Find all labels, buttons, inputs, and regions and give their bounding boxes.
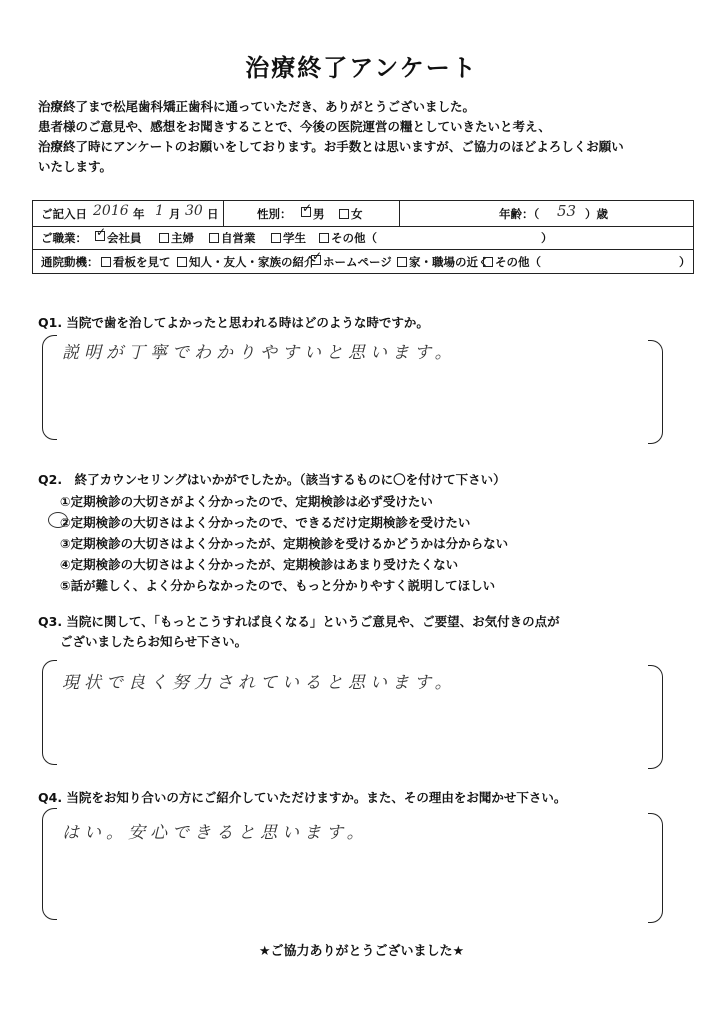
checkbox-checked-icon[interactable] xyxy=(95,231,105,241)
q1-question: Q1. 当院で歯を治してよかったと思われる時はどのような時ですか。 xyxy=(38,315,429,330)
date-label: ご記入日 xyxy=(41,207,87,221)
intro-line: いたします。 xyxy=(38,159,113,174)
motive-option-label: 家・職場の近く xyxy=(409,255,490,269)
answer-bracket-right xyxy=(648,340,663,444)
q3-answer[interactable]: 現状で良く努力されていると思います。 xyxy=(62,673,457,693)
date-day-unit: 日 xyxy=(207,207,219,221)
page-title: 治療終了アンケート xyxy=(245,54,478,82)
checkbox-icon[interactable] xyxy=(209,233,219,243)
job-option[interactable] xyxy=(209,230,256,246)
intro-line: 治療終了まで松尾歯科矯正歯科に通っていただき、ありがとうございました。 xyxy=(38,99,476,114)
info-row-motive xyxy=(33,249,693,273)
job-other-close: ） xyxy=(541,231,553,245)
job-option-label: 学生 xyxy=(283,231,306,245)
job-option[interactable] xyxy=(319,230,377,246)
answer-bracket-right xyxy=(648,665,663,769)
q2-option[interactable]: ②定期検診の大切さはよく分かったので、できるだけ定期検診を受けたい xyxy=(60,515,471,530)
motive-option-label: 看板を見て xyxy=(113,255,171,269)
date-year-unit: 年 xyxy=(133,207,145,221)
checkbox-icon[interactable] xyxy=(483,257,493,267)
job-option-label: その他（ xyxy=(331,231,377,245)
checkbox-icon[interactable] xyxy=(319,233,329,243)
answer-bracket-left xyxy=(42,660,57,765)
checkbox-icon[interactable] xyxy=(339,209,349,219)
job-option-label: 自営業 xyxy=(221,231,256,245)
intro-text xyxy=(38,97,698,177)
checkbox-icon[interactable] xyxy=(177,257,187,267)
gender-female-label: 女 xyxy=(351,207,363,221)
q1-answer[interactable]: 説明が丁寧でわかりやすいと思います。 xyxy=(62,343,457,363)
job-label: ご職業： xyxy=(41,231,87,245)
motive-option-label: その他（ xyxy=(495,255,541,269)
job-option-label: 会社員 xyxy=(107,231,142,245)
job-option[interactable] xyxy=(271,230,306,246)
checkbox-checked-icon[interactable] xyxy=(311,255,321,265)
answer-bracket-left xyxy=(42,335,57,440)
answer-bracket-right xyxy=(648,813,663,923)
checkbox-icon[interactable] xyxy=(397,257,407,267)
checkbox-icon[interactable] xyxy=(271,233,281,243)
checkbox-checked-icon[interactable] xyxy=(301,207,311,217)
date-month-unit: 月 xyxy=(169,207,181,221)
motive-option-label: 知人・友人・家族の紹介 xyxy=(189,255,316,269)
info-row-date-gender-age xyxy=(33,201,693,227)
motive-option[interactable] xyxy=(483,254,541,270)
intro-line: 患者様のご意見や、感想をお聞きすることで、今後の医院運営の糧としていきたいと考え、 xyxy=(38,119,551,134)
checkbox-icon[interactable] xyxy=(101,257,111,267)
date-day-value[interactable]: 30 xyxy=(185,203,203,219)
gender-male-option[interactable] xyxy=(301,206,325,222)
motive-option[interactable] xyxy=(311,254,392,270)
info-row-occupation xyxy=(33,226,693,250)
q2-option[interactable]: ①定期検診の大切さがよく分かったので、定期検診は必ず受けたい xyxy=(60,494,433,509)
divider xyxy=(223,201,224,226)
job-option[interactable] xyxy=(159,230,194,246)
footer-thanks: ★ご協力ありがとうございました★ xyxy=(258,944,465,959)
intro-line: 治療終了時にアンケートのお願いをしております。お手数とは思いますが、ご協力のほどよろしくお願い xyxy=(38,139,624,154)
age-label: 年齢：（ xyxy=(499,207,540,221)
job-option[interactable] xyxy=(95,230,142,246)
gender-female-option[interactable] xyxy=(339,206,363,222)
q2-question: Q2. 終了カウンセリングはいかがでしたか。（該当するものに〇を付けて下さい） xyxy=(38,472,506,487)
motive-other-close: ） xyxy=(679,255,691,269)
date-month-value[interactable]: 1 xyxy=(155,203,164,219)
checkbox-icon[interactable] xyxy=(159,233,169,243)
q4-answer[interactable]: はい。安心できると思います。 xyxy=(62,823,369,843)
date-year-value[interactable]: 2016 xyxy=(93,203,129,219)
q2-option[interactable]: ④定期検診の大切さはよく分かったが、定期検診はあまり受けたくない xyxy=(60,557,459,572)
motive-label: 通院動機： xyxy=(41,255,99,269)
gender-label: 性別： xyxy=(257,207,292,221)
q3-question-line2: ございましたらお知らせ下さい。 xyxy=(60,634,248,649)
answer-bracket-left xyxy=(42,808,57,920)
divider xyxy=(399,201,400,226)
motive-option[interactable] xyxy=(397,254,490,270)
age-suffix: ）歳 xyxy=(585,207,608,221)
q2-option[interactable]: ⑤話が難しく、よく分からなかったので、もっと分かりやすく説明してほしい xyxy=(60,578,496,593)
patient-info-table xyxy=(32,200,694,274)
q4-question: Q4. 当院をお知り合いの方にご紹介していただけますか。また、その理由をお聞かせ下さい。 xyxy=(38,790,567,805)
job-option-label: 主婦 xyxy=(171,231,194,245)
selected-circle-mark xyxy=(48,512,68,528)
motive-option-label: ホームページ xyxy=(323,255,392,269)
q2-option[interactable]: ③定期検診の大切さはよく分かったが、定期検診を受けるかどうかは分からない xyxy=(60,536,509,551)
gender-male-label: 男 xyxy=(313,207,325,221)
motive-option[interactable] xyxy=(101,254,171,270)
age-value[interactable]: 53 xyxy=(557,202,577,220)
q2-options xyxy=(60,491,508,596)
q3-question-line1: Q3. 当院に関して、「もっとこうすれば良くなる」というご意見や、ご要望、お気付きの点が xyxy=(38,614,560,629)
motive-option[interactable] xyxy=(177,254,316,270)
